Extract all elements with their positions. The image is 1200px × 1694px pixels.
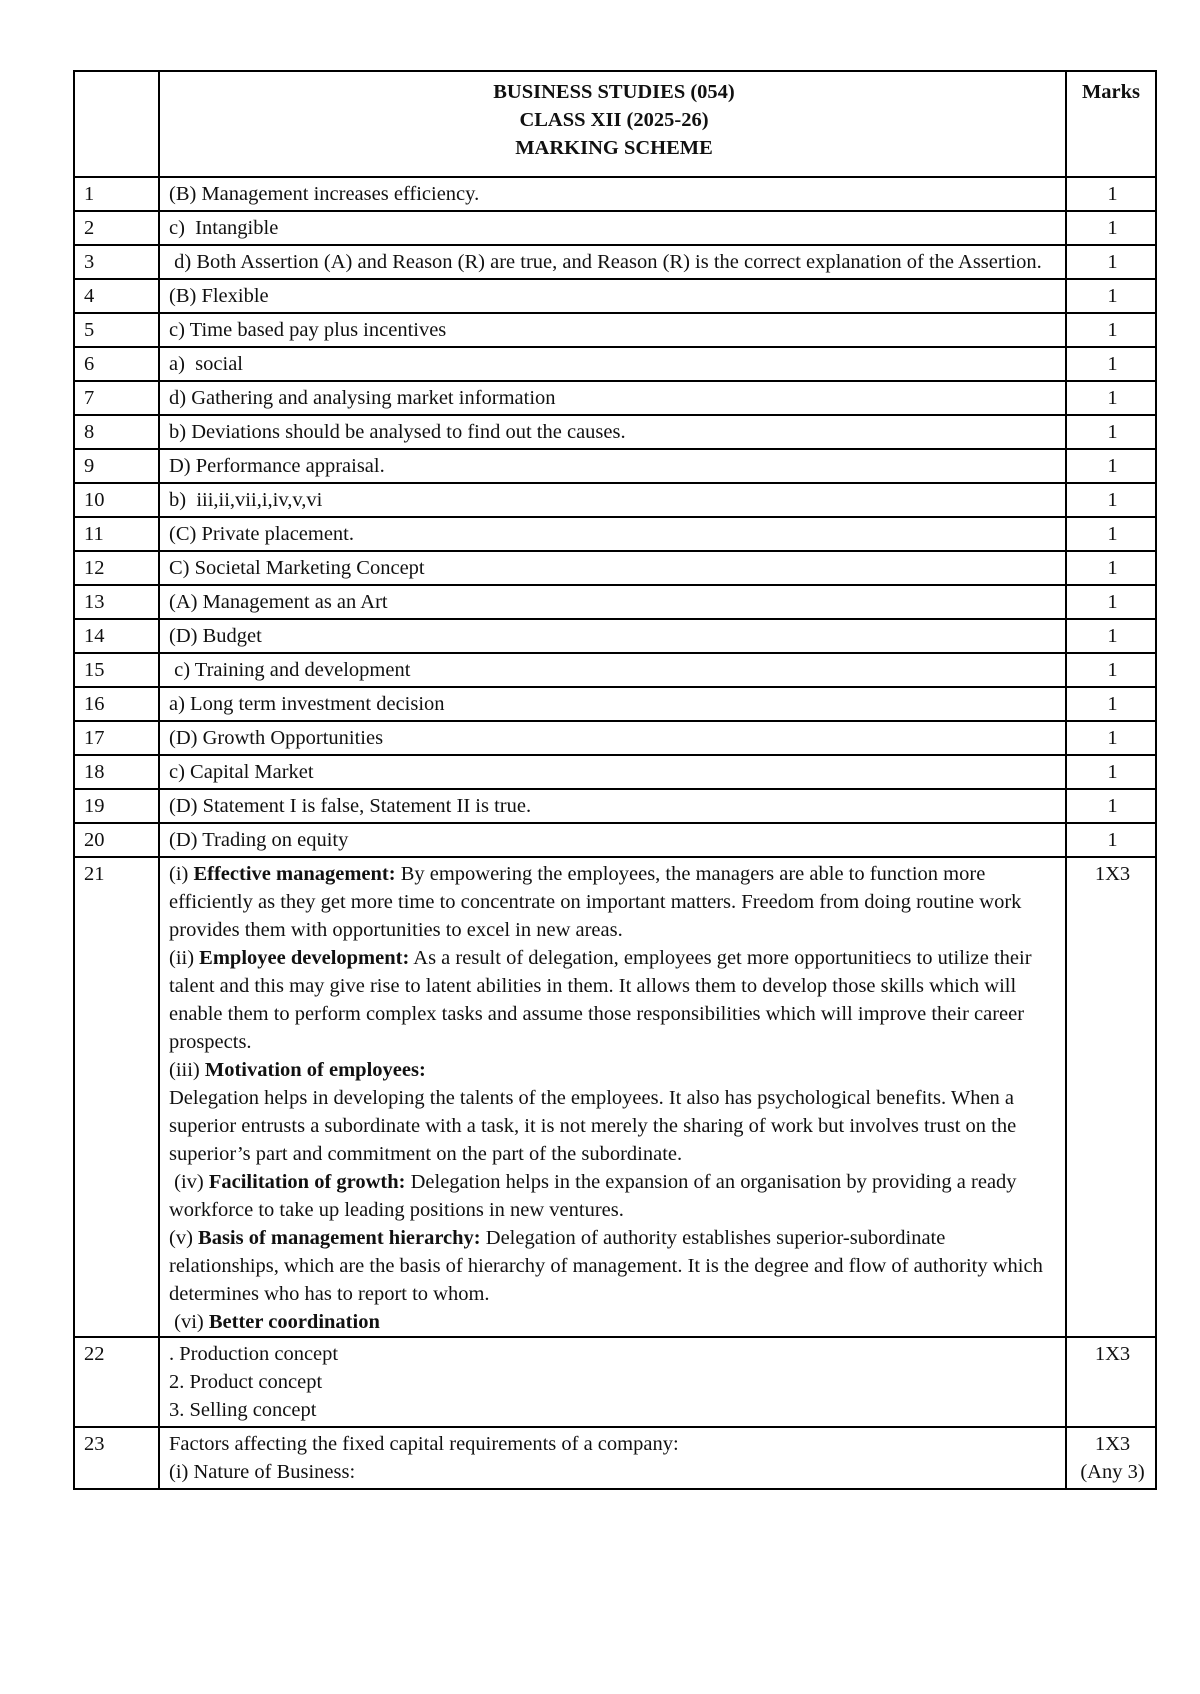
- table-row-16: [74, 687, 1156, 721]
- table-row-1: [74, 177, 1156, 211]
- answer-point-4: (iv) Facilitation of growth: Delegation helps in the expansion of an organisation by providing a ready workforce to take up leading positions in new ventures.: [169, 1171, 1017, 1221]
- question-number: 8: [74, 415, 159, 449]
- question-number: 19: [74, 789, 159, 823]
- marks-cell: 1: [1066, 687, 1156, 721]
- table-row-13: [74, 585, 1156, 619]
- question-number: 21: [74, 857, 159, 1337]
- marks-cell: 1: [1066, 721, 1156, 755]
- question-number: 17: [74, 721, 159, 755]
- question-number: 23: [74, 1427, 159, 1489]
- answer-point-3-heading: (iii) Motivation of employees:: [169, 1059, 426, 1081]
- answer-cell: [159, 857, 1066, 1337]
- marks-cell: 1: [1066, 279, 1156, 313]
- marks-cell: 1: [1066, 619, 1156, 653]
- answer-cell: (D) Trading on equity: [159, 823, 1066, 857]
- answer-cell: (B) Flexible: [159, 279, 1066, 313]
- question-number: 4: [74, 279, 159, 313]
- table-row-17: [74, 721, 1156, 755]
- table-row-8: [74, 415, 1156, 449]
- answer-cell: c) Intangible: [159, 211, 1066, 245]
- answer-cell: a) social: [159, 347, 1066, 381]
- table-row-20: [74, 823, 1156, 857]
- marks-cell: 1: [1066, 449, 1156, 483]
- question-number: 1: [74, 177, 159, 211]
- question-number: 12: [74, 551, 159, 585]
- answer-cell: b) iii,ii,vii,i,iv,v,vi: [159, 483, 1066, 517]
- header-row: [74, 71, 1156, 177]
- question-number: 9: [74, 449, 159, 483]
- table-row-22: [74, 1337, 1156, 1427]
- table-row-7: [74, 381, 1156, 415]
- table-row-14: [74, 619, 1156, 653]
- question-number: 18: [74, 755, 159, 789]
- answer-cell: D) Performance appraisal.: [159, 449, 1066, 483]
- table-row-23: [74, 1427, 1156, 1489]
- marks-column-header: Marks: [1066, 71, 1156, 177]
- table-row-4: [74, 279, 1156, 313]
- answer-cell: [159, 1337, 1066, 1427]
- answer-cell: c) Capital Market: [159, 755, 1066, 789]
- table-row-18: [74, 755, 1156, 789]
- marks-value: 1X3: [1094, 1433, 1131, 1455]
- table-row-10: [74, 483, 1156, 517]
- table-row-12: [74, 551, 1156, 585]
- marks-cell: 1X3: [1066, 857, 1156, 1337]
- marks-cell: 1: [1066, 211, 1156, 245]
- marks-cell: 1: [1066, 755, 1156, 789]
- answer-cell: c) Training and development: [159, 653, 1066, 687]
- question-number: 5: [74, 313, 159, 347]
- question-number: 11: [74, 517, 159, 551]
- answer-cell: b) Deviations should be analysed to find out the causes.: [159, 415, 1066, 449]
- question-number: 10: [74, 483, 159, 517]
- answer-cell: [159, 1427, 1066, 1489]
- marks-cell: 1: [1066, 177, 1156, 211]
- answer-point-2: (ii) Employee development: As a result of delegation, employees get more opportunitiecs to utilize their talent and this may give rise to latent abilities in them. It allows them to develop those skills which will enable them to perform complex tasks and assume those responsibilities which will improve their career prospects.: [169, 947, 1032, 1053]
- marks-cell: 1: [1066, 347, 1156, 381]
- question-number: 14: [74, 619, 159, 653]
- marks-cell: 1: [1066, 313, 1156, 347]
- answer-cell: a) Long term investment decision: [159, 687, 1066, 721]
- answer-line-1: . Production concept: [169, 1343, 339, 1365]
- marks-note: (Any 3): [1080, 1461, 1145, 1483]
- marks-cell: 1: [1066, 245, 1156, 279]
- answer-line-1: Factors affecting the fixed capital requirements of a company:: [169, 1433, 679, 1455]
- answer-cell: (D) Budget: [159, 619, 1066, 653]
- marks-cell: 1: [1066, 517, 1156, 551]
- marks-cell: 1: [1066, 823, 1156, 857]
- table-row-9: [74, 449, 1156, 483]
- table-row-15: [74, 653, 1156, 687]
- answer-cell: (B) Management increases efficiency.: [159, 177, 1066, 211]
- answer-cell: d) Both Assertion (A) and Reason (R) are true, and Reason (R) is the correct explanation of the Assertion.: [159, 245, 1066, 279]
- answer-cell: (D) Statement I is false, Statement II is true.: [159, 789, 1066, 823]
- question-number: 6: [74, 347, 159, 381]
- marks-cell: 1: [1066, 551, 1156, 585]
- table-row-2: [74, 211, 1156, 245]
- answer-cell: (C) Private placement.: [159, 517, 1066, 551]
- document-title: [159, 71, 1066, 177]
- table-row-11: [74, 517, 1156, 551]
- answer-cell: (D) Growth Opportunities: [159, 721, 1066, 755]
- marks-cell: 1: [1066, 789, 1156, 823]
- answer-cell: C) Societal Marketing Concept: [159, 551, 1066, 585]
- header-number-cell: [74, 71, 159, 177]
- marks-cell: 1: [1066, 585, 1156, 619]
- marks-cell: 1: [1066, 381, 1156, 415]
- question-number: 20: [74, 823, 159, 857]
- answer-point-1: (i) Effective management: By empowering the employees, the managers are able to function more efficiently as they get more time to concentrate on important matters. Freedom from doing routine work provides them with opportunities to excel in new areas.: [169, 863, 1022, 941]
- title-subject: BUSINESS STUDIES (054): [493, 81, 735, 103]
- marks-cell: 1: [1066, 415, 1156, 449]
- title-scheme: MARKING SCHEME: [515, 137, 713, 159]
- answer-point-6: (vi) Better coordination: [169, 1311, 380, 1333]
- answer-point-3-text: Delegation helps in developing the talents of the employees. It also has psychological benefits. When a superior entrusts a subordinate with a task, it is not merely the sharing of work but involves trust on the superior’s part and commitment on the part of the subordinate.: [169, 1087, 1017, 1165]
- table-row-3: [74, 245, 1156, 279]
- table-row-6: [74, 347, 1156, 381]
- table-row-5: [74, 313, 1156, 347]
- question-number: 2: [74, 211, 159, 245]
- table-row-21: [74, 857, 1156, 1337]
- answer-cell: d) Gathering and analysing market information: [159, 381, 1066, 415]
- question-number: 3: [74, 245, 159, 279]
- marks-cell: 1X3: [1066, 1337, 1156, 1427]
- question-number: 16: [74, 687, 159, 721]
- answer-point-5: (v) Basis of management hierarchy: Delegation of authority establishes superior-subordinate relationships, which are the basis of hierarchy of management. It is the degree and flow of authority which determines who has to report to whom.: [169, 1227, 1043, 1305]
- marks-cell: 1: [1066, 483, 1156, 517]
- answer-line-2: (i) Nature of Business:: [169, 1461, 356, 1483]
- answer-line-3: 3. Selling concept: [169, 1399, 317, 1421]
- table-row-19: [74, 789, 1156, 823]
- answer-cell: (A) Management as an Art: [159, 585, 1066, 619]
- answer-line-2: 2. Product concept: [169, 1371, 323, 1393]
- answer-cell: c) Time based pay plus incentives: [159, 313, 1066, 347]
- question-number: 7: [74, 381, 159, 415]
- question-number: 15: [74, 653, 159, 687]
- title-class: CLASS XII (2025-26): [519, 109, 709, 131]
- question-number: 22: [74, 1337, 159, 1427]
- marking-scheme-table: [73, 70, 1157, 1490]
- marks-cell: 1: [1066, 653, 1156, 687]
- question-number: 13: [74, 585, 159, 619]
- marks-cell: [1066, 1427, 1156, 1489]
